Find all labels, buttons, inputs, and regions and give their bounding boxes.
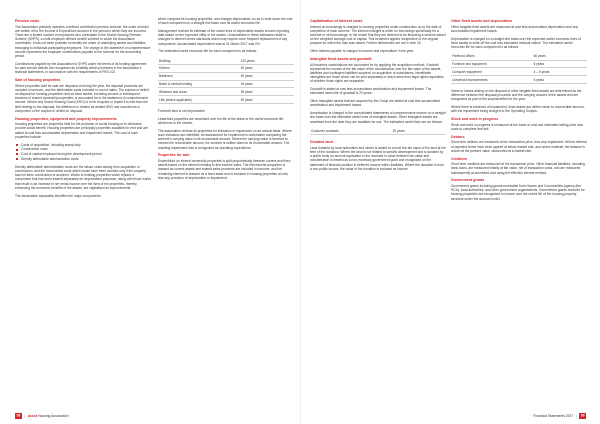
table-cell-value: 20 years [240, 64, 294, 72]
table-cell-label: Building [158, 57, 240, 64]
table-cell-label: Bathroom [158, 72, 240, 80]
table-row [158, 88, 294, 96]
page-number: 58 [16, 414, 21, 418]
table-cell-label: Boiler & central heating [158, 80, 240, 88]
table-row [451, 53, 587, 60]
paragraph: Other tangible fixed assets are measured at cost less accumulated depreciation and any accumulated impairment losses. [451, 24, 579, 33]
paragraph: Stock and work in progress is measured at the lower of cost and estimated selling price less costs to complete and sell. [451, 122, 584, 131]
paragraph: Depreciation is charged on a straight-line basis over the expected useful economic lives of fixed assets to write off the cost less estimated residual values. The estimated useful economic life for each component is as follows: [451, 36, 581, 49]
table-cell-label: Lifts (where applicable) [158, 96, 240, 104]
paragraph: Short term debtors are measured at the transaction price, less any impairment. Where deferral of payment terms have been agreed at below market rate, and where material, the balance is shown at the present value, discounted at a market rate. [451, 140, 587, 153]
column-1 [15, 17, 151, 201]
table-row [310, 127, 446, 134]
paragraph: which comprise its housing properties, and charges depreciation, so as to write down the cost of each component on a straight line basis over its useful economic life. [158, 17, 293, 26]
paragraph: The Association separately identifies the major components [15, 193, 101, 198]
table-cell-label: Computer equipment [451, 68, 533, 76]
table-row [158, 57, 294, 64]
table-cell-value: 120 years [240, 57, 294, 64]
paragraph: Where properties built for sale are disposed of during the year, the disposal proceeds are included in turnover, and the attributable costs included in cost of sales. The surplus or deficit on disposal of housing properties held as fixed assets, including second or subsequent tranches of shared ownership properties, is accounted for in the statement of comprehensive income. Where any Social Housing Grant (SHG) is to be recycled or repaid it is less than the limit relating to the disposal, the difference is treated as abated SHG and included as a component of the surplus or deficit on disposal. [15, 83, 149, 113]
table-row [158, 80, 294, 88]
intangible-life-table [310, 127, 446, 135]
section-heading-properties-for-sale: Properties for sale [158, 153, 190, 158]
paragraph: Government grants including grants receivable from Homes and Communities Agency (the HCA), local authorities, and other government organisations. Government grants received for housing properties are recognised in income over the useful life of the housing property structure under the accrual model. [451, 183, 585, 201]
table-cell-value: 30 years [240, 96, 294, 104]
table-cell-label: Customer contracts [310, 127, 392, 134]
section-heading-intangible-assets: Intangible fixed assets and goodwill [310, 57, 372, 61]
paragraph: Freehold land is not depreciated. [158, 108, 206, 113]
section-heading-capitalisation: Capitalisation of interest costs [310, 19, 363, 23]
footer-left [15, 414, 69, 418]
table-cell-value: 30 years [240, 72, 294, 80]
paragraph: Management reviews its estimate of the useful lives of depreciable assets at each reporting date based on the expected utility of the assets. Uncertainties in these estimates relate to changes to decent homes standards which may require more frequent replacement of key components. Accumulated depreciation was at 31 March 2017 was 0%. [158, 29, 290, 46]
section-heading-pension-costs: Pension costs [15, 19, 40, 23]
section-heading-creditors: Creditors [451, 156, 467, 161]
table-cell-value: 6 years [533, 60, 587, 68]
table-row [158, 72, 294, 80]
paragraph: The Association primarily operates a defined contribution pension scheme, the costs of which are written off to the Income & Expenditure account in the period in which they are incurred. There are a limited number of employees who participate in the Social Housing Pension Scheme (SHPS), a multi-employer defined benefit scheme to which the Association contributes. It has not been possible to identify the share of underlying assets and liabilities belonging to individual participating employers. The charge to the statement of comprehensive income represents the employer contributions payable to the scheme for the accounting period. [15, 24, 151, 59]
footer-separator: | [575, 414, 577, 418]
footer-title: Financial Statements 2017 [533, 414, 574, 418]
page-number: 59 [580, 414, 585, 418]
section-heading-stock: Stock and work in progress [451, 117, 499, 122]
component-life-table [158, 57, 294, 104]
list-item: Construction costs [15, 147, 151, 151]
footer-separator: | [24, 414, 26, 418]
list-item: Directly attributable administration costs [15, 157, 151, 161]
table-cell-value: 4 – 6 years [533, 68, 587, 76]
table-cell-value: 15 years [240, 80, 294, 88]
table-row [451, 76, 587, 84]
table-cell-label: Furniture and equipment [451, 60, 533, 68]
table-cell-label: Freehold offices [451, 53, 533, 60]
table-row [158, 96, 294, 104]
section-heading-other-fixed-assets: Other fixed assets and depreciation [451, 19, 512, 23]
paragraph: The association reviews its properties for indication of impairment on an annual basis. Where such indicators are identified, an assessment for impairment is undertaken comparing the scheme's carrying value to its recoverable amount. Where the carrying value is deemed to exceed the recoverable amount, the scheme is written down to its recoverable amount. The resulting impairment loss is recognised as operating expenditure. [158, 128, 292, 150]
paragraph: Where there is evidence of impairment, fixed assets are written down to recoverable amount, with the impairment being charged to the Operating Surplus. [451, 105, 585, 114]
paragraph: The estimated useful economic life for each component is as follows: [158, 49, 257, 54]
paragraph: All business combinations are accounted for by applying the acquisition method. Goodwill represents the excess of the fair value of the consideration over the fair value of the assets, liabilities and contingent liabilities acquired on acquisition of subsidiaries. Identifiable intangibles are those which can be sold separately or which arise from legal rights regardless of whether those rights are separable. [310, 62, 444, 84]
table-cell-value: 35 years [240, 88, 294, 96]
paragraph: Interest on borrowings is charged to housing properties under construction up to the date of completion of each scheme. The interest charged is either on borrowings specifically for a scheme or net borrowings, to the extent that they are deemed to be financing a scheme based on the weighted average cost of capital. This treatment applies irrespective of the original purpose for which the loan was raised. Further deficiencies set out in note 15. [310, 24, 446, 46]
paragraph: Short term creditors are measured at the transaction price. Other financial liabilities, including bank loans, are measured initially at fair value, net of transaction costs, and are measured subsequently at amortised cost using the effective interest method. [451, 162, 585, 175]
footer-brand: Ascot [27, 414, 37, 418]
table-cell-value: 20 years [392, 127, 446, 134]
table-row [451, 60, 587, 68]
table-cell-value: 6 years [533, 76, 587, 84]
paragraph: Goodwill is stated at cost less accumulated amortisation and impairment losses. The estimated useful life of goodwill is 20 years. [310, 87, 432, 96]
paragraph: Directly attributable administration costs are the labour costs arising from acquisition or construction, and the incremental costs which would have been avoided only if the property had not been constructed or acquired. Works to existing properties which replace a component that has been treated separately for depreciation purposes, along with those works that result in an increase in net rental income over the lives of the properties, thereby enhancing the economic benefits of the assets, are capitalised as improvements. [15, 164, 151, 190]
paragraph: Other intangible assets that are acquired by the Group are stated at cost less accumulated amortisation and impairment losses. [310, 99, 441, 108]
list-item: Costs of acquisition, including stamp duty [15, 143, 151, 147]
cost-list [15, 143, 151, 162]
paragraph: Housing properties are properties held for the provision of social housing or to otherwise provide social benefit. Housing properties are principally properties available for rent and are stated at cost less accumulated depreciation and impairment losses. The cost of such properties include: [15, 122, 148, 139]
list-item: Cost of capital employed during the development period [15, 152, 151, 156]
column-2 [158, 17, 294, 184]
table-row [451, 68, 587, 76]
column-3 [310, 17, 446, 175]
section-heading-sale-of-housing: Sale of housing properties [15, 78, 61, 83]
paragraph: Contributions payable by the Association to SHPS under the terms of its funding agreement for past service deficits are recognised as a liability within provisions in the Association's financial statements, in accordance with the requirements of FRS 102. [15, 61, 147, 75]
paragraph: Leasehold properties are amortised over the life of the lease or the useful economic life, whichever is the shorter. [158, 116, 285, 125]
paragraph: Gains or losses arising on the disposal of other tangible fixed assets are determined as the difference between the disposal proceeds and the carrying amount of the assets and are recognised as part of the surplus/deficit for the year. [451, 88, 582, 102]
footer-title: Housing Association [37, 414, 69, 418]
table-cell-label: Kitchen [158, 64, 240, 72]
table-row [158, 64, 294, 72]
table-cell-label: Leasehold improvements [451, 76, 533, 84]
table-cell-value: 50 years [533, 53, 587, 60]
section-heading-government-grants: Government grants [451, 178, 485, 183]
paragraph: Expenditure on shared ownership properties is split proportionally between current and fixed assets based on the element relating to first tranche sales. The first tranche proportion is classed as current assets and related sales proceeds are included in turnover, and the remaining element is classed as a fixed asset and is included in housing properties at cost, less any provision of depreciation or impairment. [158, 158, 291, 180]
fixed-asset-life-table [451, 53, 587, 84]
paragraph: Other interest payable is charged to income and expenditure in the year. [310, 49, 414, 54]
paragraph: Amortisation is charged to the consolidated statements of comprehensive income on a straight line basis over the estimated useful lives of intangible assets. Other intangible assets are amortised from the date they are available for use. The estimated useful lives are as follows: [310, 111, 446, 124]
section-heading-housing-properties: Housing properties, equipment and property improvements [15, 116, 117, 121]
table-cell-label: Windows and doors [158, 88, 240, 96]
paragraph: Land donated by local authorities and others is added to cost at the fair value of the land at the time of the donation. Where the land is not related to specific development and is donated by a public body an amount equivalent to the increase in value between fair value and consideration is treated as a non-monetary government grant and recognised on the statement of financial position in deferred income within liabilities. Where the donation is from a non-public source, the value of the donation is included as income. [310, 145, 446, 171]
footer-right [533, 414, 586, 418]
section-heading-debtors: Debtors [451, 134, 465, 139]
column-4 [451, 17, 587, 204]
page-gutter [300, 0, 301, 424]
section-heading-donated-land: Donated land [310, 140, 333, 145]
